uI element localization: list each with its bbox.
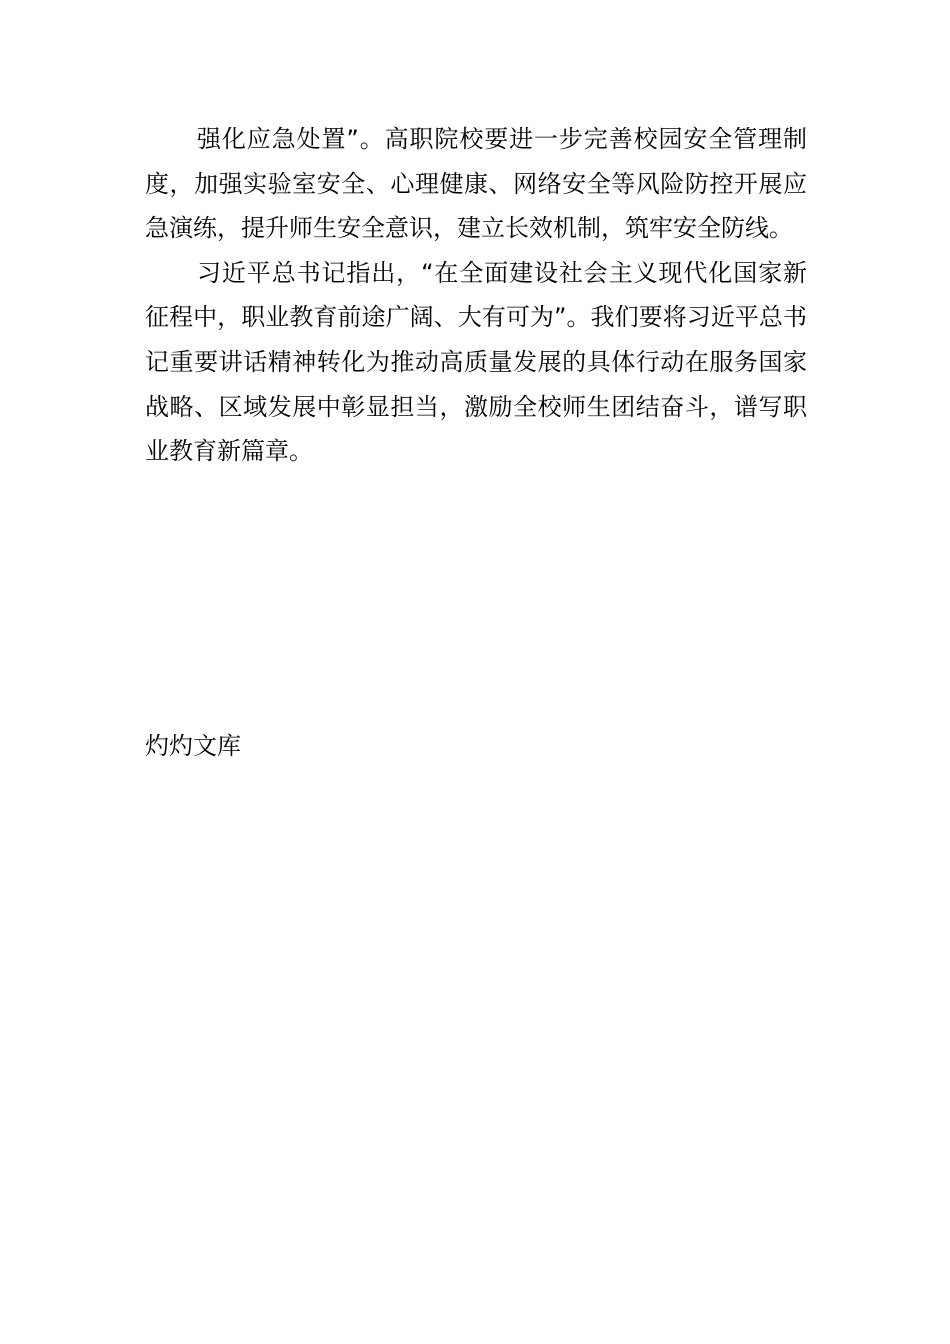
- document-body: [145, 117, 807, 474]
- paragraph-2: 习近平总书记指出，“在全面建设社会主义现代化国家新征程中，职业教育前途广阔、大有可为”。我们要将习近平总书记重要讲话精神转化为推动高质量发展的具体行动在服务国家战略、区域发展中彰显担当，激励全校师生团结奋斗，谱写职业教育新篇章。: [145, 258, 807, 466]
- footer-watermark-text: 灼灼文库: [145, 732, 241, 760]
- paragraph-1: 强化应急处置”。高职院校要进一步完善校园安全管理制度，加强实验室安全、心理健康、网络安全等风险防控开展应急演练，提升师生安全意识，建立长效机制，筑牢安全防线。: [145, 125, 807, 243]
